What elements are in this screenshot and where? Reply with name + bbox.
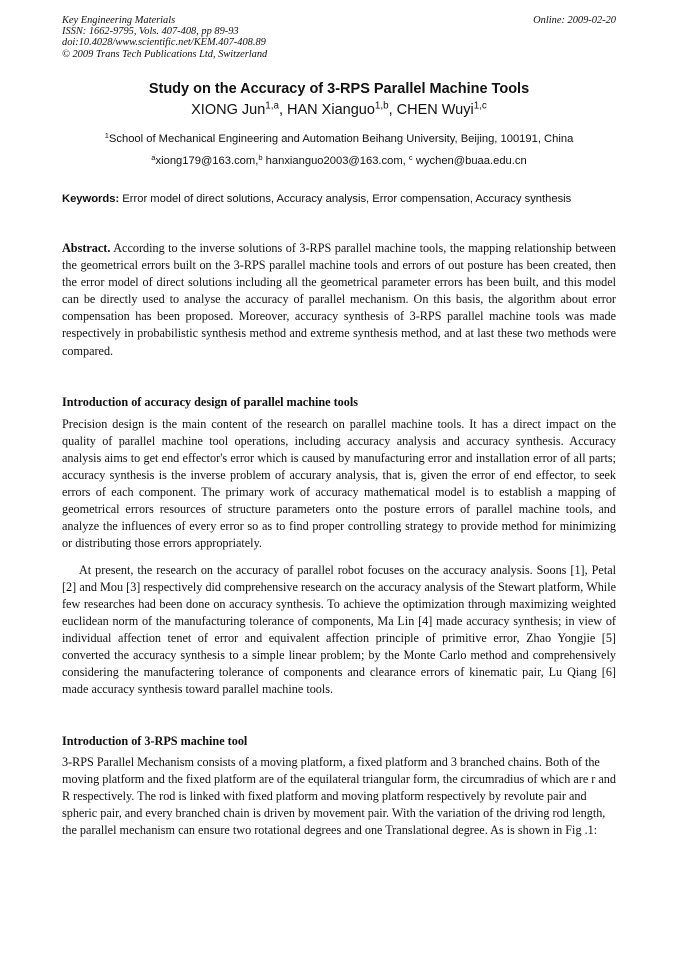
abstract bbox=[62, 240, 616, 360]
author-list bbox=[62, 102, 616, 118]
affiliation-text: School of Mechanical Engineering and Automation Beihang University, Beijing, 100191, China bbox=[108, 133, 574, 145]
author-separator: , bbox=[278, 102, 288, 118]
email-sup: c bbox=[408, 152, 413, 162]
paragraph: Precision design is the main content of the research on parallel machine tools. It has a direct impact on the quality of parallel machine tool operations, including accuracy analysis and accuracy synthesis. Accuracy analysis aims to get end effector's error which is caused by manufacturing error and installation error of all parts; accuracy synthesis is the inverse problem of accurary analysis, that is, given the error of end effector, to seek errors of each component. The primary work of accuracy mathematical model is to establish a mapping of geometrical errors resources of structure parameters onto the posture errors of parallel machine tools, and analyze the influences of every error so as to find proper controlling strategy to provide method for minimizing or distributing those errors appropriately. bbox=[62, 417, 616, 551]
affiliation-sup: 1 bbox=[104, 130, 109, 140]
keywords bbox=[62, 192, 616, 206]
author-sup: 1,b bbox=[374, 100, 389, 112]
paragraph: 3-RPS Parallel Mechanism consists of a moving platform, a fixed platform and 3 branched chains. Both of the moving platform and the fixed platform are of the equilateral triangular form, the circumradius of which are r and R respectively. The rod is linked with fixed platform and moving platform respectively by revolute pair and spheric pair, and every branched chain is driven by movement pair. With the variation of the driving rod length, the parallel mechanism can ensure two rotational degrees and one Translational degree. As is shown in Fig .1: bbox=[62, 755, 616, 838]
paragraph: At present, the research on the accuracy of parallel robot focuses on the accuracy analysis. Soons [1], Petal [2] and Mou [3] respectively did comprehensive research on the accuracy analysis of the Stewart platform, While few researches had been done on accuracy synthesis. To achieve the optimization through maximizing weighted euclidean norm of the manufacturing tolerance of components, Ma Lin [4] made accuracy synthesis; in view of individual affection tenet of error and equivalent affection principle of primitive error, Zhao Yongjie [5] converted the accuracy synthesis to a simple linear problem; by the Monte Carlo method and comprehensively considering the manufactering tolerance of components and clearance errors of kinematic pair, Lu Qiang [6] made accuracy synthesis toward parallel machine tools. bbox=[62, 563, 616, 697]
author-name: HAN Xianguo bbox=[287, 102, 375, 118]
issn-line: ISSN: 1662-9795, Vols. 407-408, pp 89-93 bbox=[62, 26, 239, 38]
paper-title: Study on the Accuracy of 3-RPS Parallel Machine Tools bbox=[148, 81, 530, 97]
author-sup: 1,c bbox=[473, 100, 487, 112]
online-date: Online: 2009-02-20 bbox=[533, 15, 616, 26]
journal-name: Key Engineering Materials bbox=[62, 15, 176, 26]
email-b[interactable]: hanxianguo2003@163.com, bbox=[262, 155, 409, 167]
keywords-text: Error model of direct solutions, Accuracy analysis, Error compensation, Accuracy synthesis bbox=[119, 193, 572, 205]
author-name: XIONG Jun bbox=[191, 102, 266, 118]
abstract-label: Abstract. bbox=[62, 241, 111, 255]
author-name: CHEN Wuyi bbox=[396, 102, 474, 118]
author-sup: 1,a bbox=[265, 100, 279, 112]
journal-header bbox=[62, 15, 616, 60]
copyright-line: © 2009 Trans Tech Publications Ltd, Switzerland bbox=[62, 48, 268, 60]
section-heading: Introduction of 3-RPS machine tool bbox=[62, 734, 248, 748]
doi-line: doi:10.4028/www.scientific.net/KEM.407-408.89 bbox=[62, 37, 266, 49]
email-sup: b bbox=[258, 152, 263, 162]
abstract-text: According to the inverse solutions of 3-RPS parallel machine tools, the mapping relationship between the geometrical errors built on the 3-RPS parallel machine tools and errors of out posture has been created, then the error model of direct solutions including all the geometrical parameter errors has been built, and this model can be directly used to analyse the accuracy of parallel mechanism. On this basis, the algorithm about error compensation has been proposed. Moreover, accuracy synthesis of 3-RPS parallel machine tools was made respectively in probabilistic synthesis method and extreme synthesis method, and at last these two methods were compared. bbox=[62, 241, 616, 358]
email-c[interactable]: wychen@buaa.edu.cn bbox=[412, 155, 527, 167]
email-list bbox=[62, 152, 616, 167]
email-sup: a bbox=[151, 152, 156, 162]
affiliation bbox=[62, 130, 616, 145]
keywords-label: Keywords: bbox=[62, 193, 120, 205]
email-a[interactable]: xiong179@163.com, bbox=[155, 155, 259, 167]
author-separator: , bbox=[388, 102, 397, 118]
section-heading: Introduction of accuracy design of parallel machine tools bbox=[62, 395, 358, 409]
